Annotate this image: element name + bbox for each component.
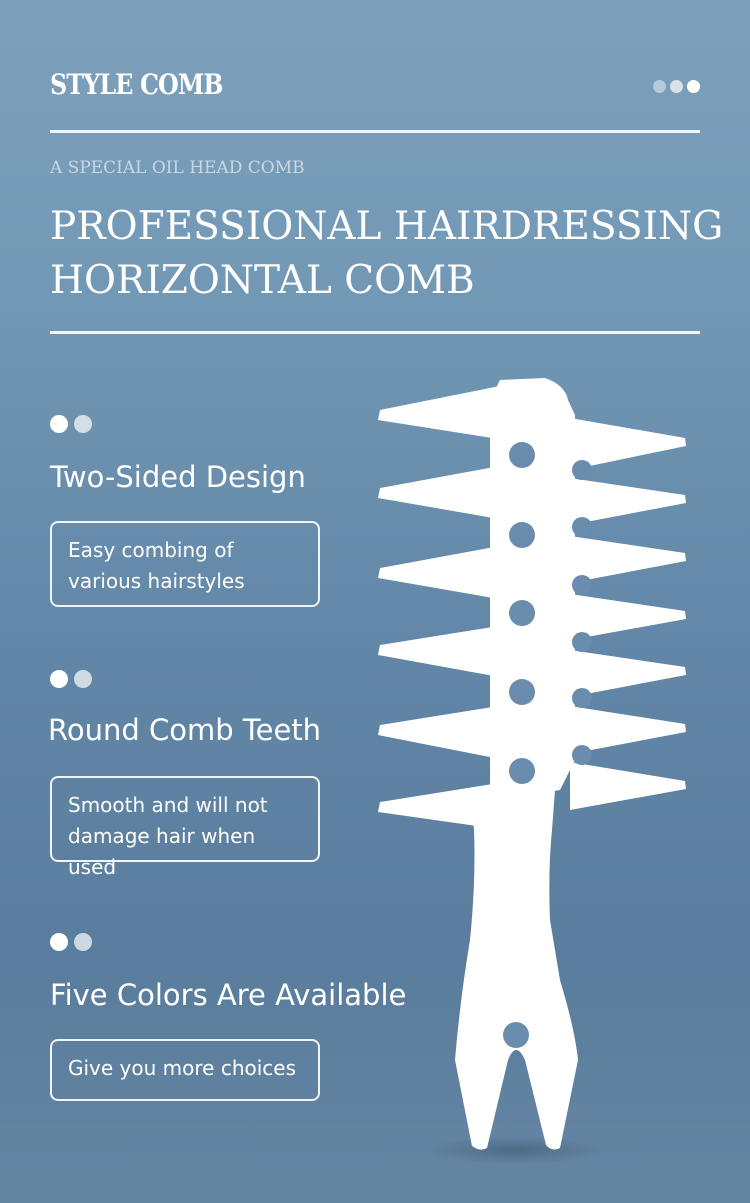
feature-title-1: Two-Sided Design [50, 460, 306, 494]
top-dots-icon [653, 80, 700, 93]
feature-desc-1: Easy combing of various hairstyles [50, 521, 320, 607]
feature-dots-icon [50, 933, 92, 951]
feature-title-3: Five Colors Are Available [50, 978, 407, 1012]
headline-line-1: PROFESSIONAL HAIRDRESSING [50, 204, 724, 249]
brand-title: STYLE COMB [50, 68, 223, 101]
headline [50, 200, 723, 308]
top-divider [50, 130, 700, 133]
feature-dots-icon [50, 670, 92, 688]
comb-illustration [370, 370, 700, 1170]
feature-desc-2: Smooth and will not damage hair when used [50, 776, 320, 862]
feature-desc-3: Give you more choices [50, 1039, 320, 1101]
feature-title-2: Round Comb Teeth [48, 713, 322, 747]
headline-line-2: HORIZONTAL COMB [50, 258, 475, 303]
feature-dots-icon [50, 415, 92, 433]
bottom-divider [50, 331, 700, 334]
subtitle: A SPECIAL OIL HEAD COMB [50, 158, 305, 178]
